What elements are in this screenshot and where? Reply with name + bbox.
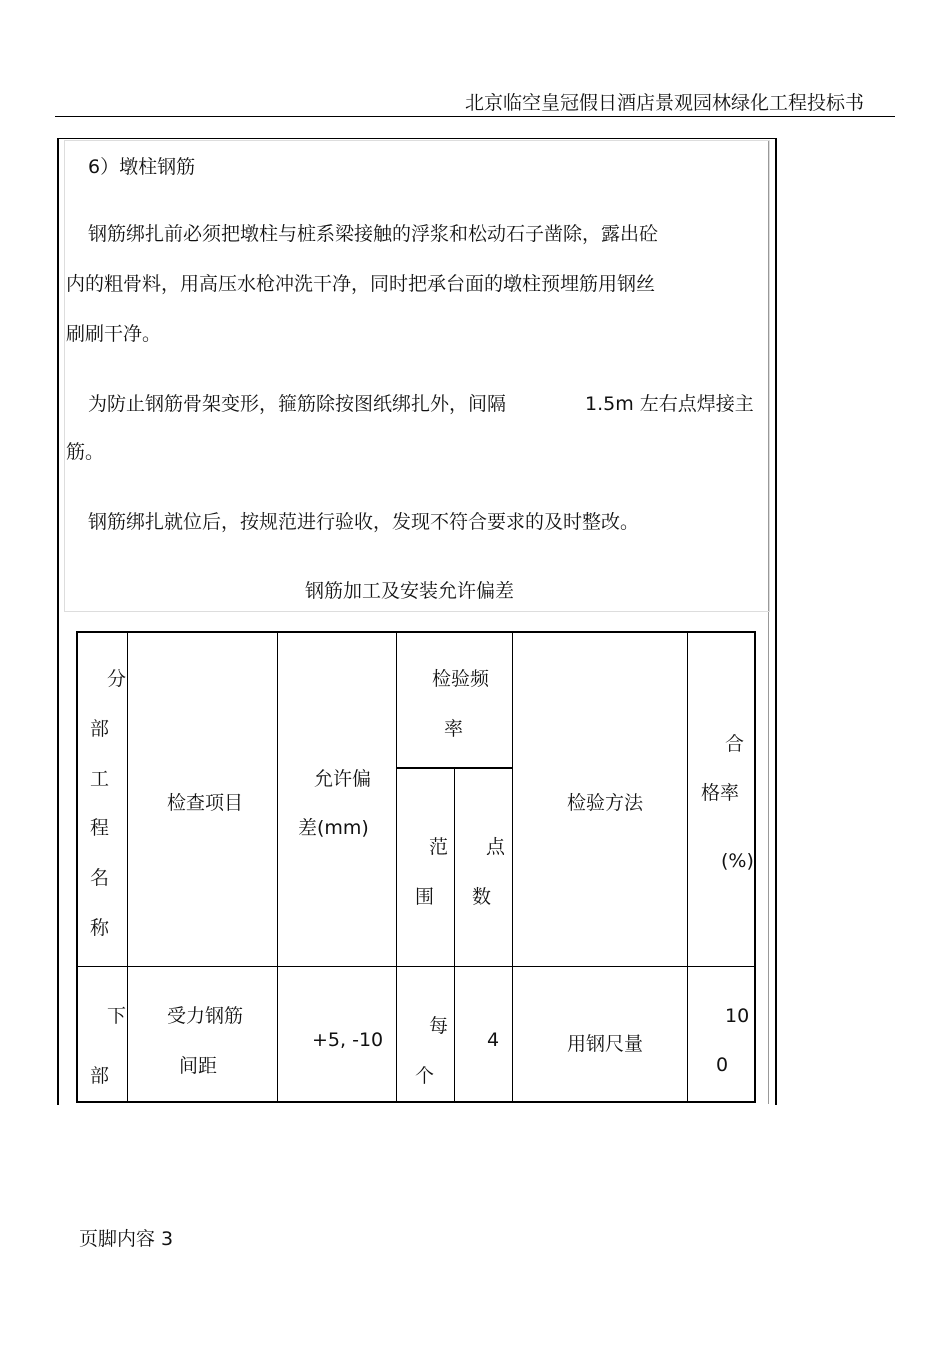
row1-tolerance: +5, -10 — [312, 1029, 384, 1051]
table-border-top — [76, 631, 755, 633]
header-pass-rate-line2: 格率 — [701, 782, 740, 804]
col-divider-1 — [127, 631, 128, 1103]
table-title: 钢筋加工及安装允许偏差 — [305, 580, 515, 602]
header-frequency-line1: 检验频 — [432, 668, 490, 690]
col-divider-5 — [512, 631, 513, 1103]
header-points-line1: 点 — [486, 836, 506, 858]
row1-item-line1: 受力钢筋 — [167, 1005, 244, 1027]
row1-range-line2: 个 — [415, 1065, 435, 1087]
header-frequency-line2: 率 — [444, 718, 464, 740]
para3-line1: 钢筋绑扎就位后，按规范进行验收，发现不符合要求的及时整改。 — [88, 511, 640, 533]
header-tolerance-line1: 允许偏 — [314, 768, 372, 790]
table-border-right — [754, 631, 756, 1103]
header-check-item: 检查项目 — [167, 792, 244, 814]
header-tolerance-line2: 差(mm) — [298, 817, 369, 839]
para1-line2: 内的粗骨料，用高压水枪冲洗干净，同时把承台面的墩柱预埋筋用钢丝 — [66, 273, 656, 295]
para2-line1a: 为防止钢筋骨架变形，箍筋除按图纸绑扎外，间隔 — [88, 393, 507, 415]
table-border-bottom — [76, 1101, 755, 1103]
table-border-left — [76, 631, 78, 1103]
header-range-line1: 范 — [429, 836, 449, 858]
row1-pass-rate-line2: 0 — [716, 1054, 729, 1076]
header-pass-rate-line3: (%) — [721, 850, 754, 872]
para1-line1: 钢筋绑扎前必须把墩柱与桩系梁接触的浮浆和松动石子凿除，露出砼 — [88, 223, 659, 245]
header-col1-char: 程 — [90, 817, 110, 839]
header-rule — [55, 116, 895, 117]
text-box — [64, 140, 770, 612]
para2-line2: 筋。 — [66, 441, 105, 463]
header-col1-char: 部 — [90, 718, 110, 740]
header-pass-rate-line1: 合 — [725, 733, 745, 755]
para2-line1b: 1.5m 左右点焊接主 — [585, 393, 754, 415]
page-footer: 页脚内容 3 — [79, 1228, 174, 1250]
row1-points: 4 — [487, 1029, 500, 1051]
header-col1-char: 工 — [90, 768, 110, 790]
col-divider-3 — [396, 631, 397, 1103]
row1-range-line1: 每 — [429, 1015, 449, 1037]
col-divider-4 — [454, 768, 455, 1103]
row1-col1-char: 下 — [107, 1005, 127, 1027]
row1-col1-char: 部 — [90, 1065, 110, 1087]
section-title: 6）墩柱钢筋 — [88, 156, 196, 178]
header-method: 检验方法 — [567, 792, 644, 814]
para1-line3: 刷刷干净。 — [66, 323, 162, 345]
col-divider-6 — [687, 631, 688, 1103]
row1-item-line2: 间距 — [179, 1055, 218, 1077]
col-divider-2 — [277, 631, 278, 1103]
tolerance-table — [76, 631, 755, 1103]
header-row-divider — [76, 966, 755, 967]
header-col1-char: 名 — [90, 867, 110, 889]
row1-pass-rate-line1: 10 — [725, 1005, 750, 1027]
header-col1-char: 称 — [90, 917, 110, 939]
header-range-line2: 围 — [415, 886, 435, 908]
header-col1-char: 分 — [107, 668, 127, 690]
header-points-line2: 数 — [472, 886, 492, 908]
row1-method: 用钢尺量 — [567, 1033, 644, 1055]
document-header-title: 北京临空皇冠假日酒店景观园林绿化工程投标书 — [464, 92, 864, 114]
